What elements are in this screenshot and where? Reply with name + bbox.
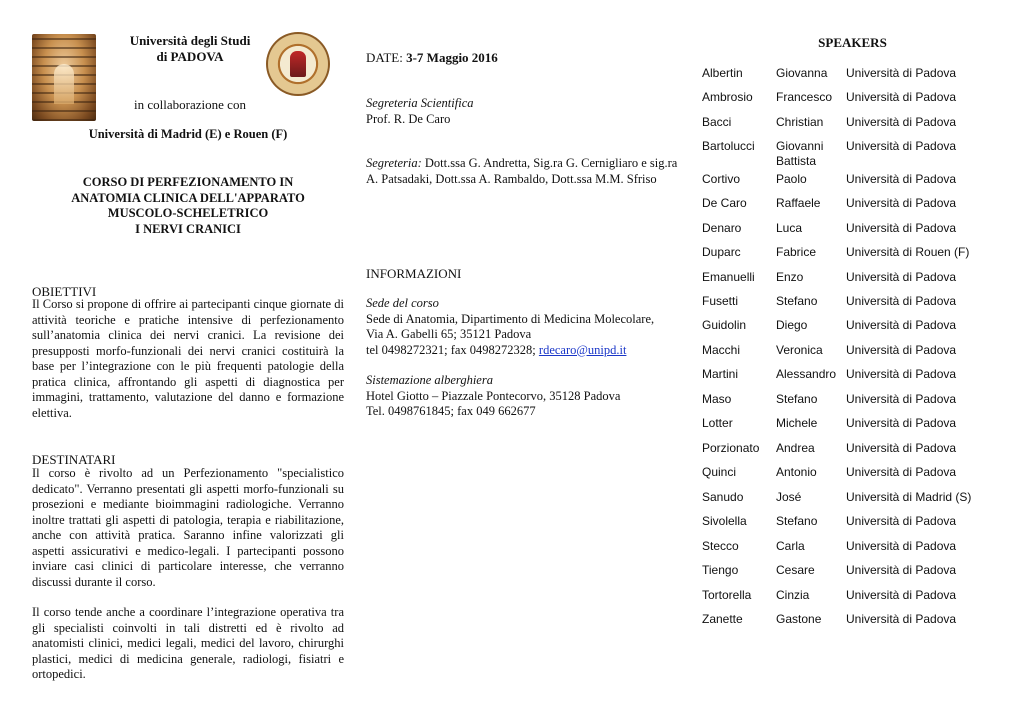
speaker-row (702, 343, 1002, 367)
speaker-name: Christian (776, 115, 824, 129)
speaker-row (702, 66, 1002, 90)
speaker-name: Giovanni Battista (776, 139, 824, 168)
course-date (366, 50, 678, 66)
sede-del-corso (366, 296, 678, 358)
speaker-name: Luca (776, 221, 803, 235)
sede-phone: tel 0498272321; fax 0498272328; (366, 342, 539, 357)
anatomical-theatre-image (32, 34, 96, 121)
segreteria (366, 156, 678, 187)
speaker-surname: Emanuelli (702, 270, 755, 284)
speaker-affiliation: Università di Padova (846, 343, 957, 357)
segreteria-value: Dott.ssa G. Andretta, Sig.ra G. Cernigliaro e sig.ra A. Patsadaki, Dott.ssa A. Rambaldo, Dott.ssa M.M. Sfriso (366, 156, 678, 186)
speaker-surname: Denaro (702, 221, 742, 235)
speaker-affiliation: Università di Padova (846, 66, 957, 80)
hotel-contacts: Tel. 0498761845; fax 049 662677 (366, 404, 536, 418)
destinatari-text-2: Il corso tende anche a coordinare l’integrazione operativa tra gli specialisti coinvolti in tali distretti ed è rivolto ad anatomisti clinici, medici legali, medici del lavoro, chirurghi plastici, medici di medicina generale, radiologi, fisiatri e ortopedici. (32, 605, 344, 681)
speaker-affiliation: Università di Padova (846, 90, 957, 104)
segreteria-scientifica-value: Prof. R. De Caro (366, 111, 451, 126)
speaker-name: Stefano (776, 294, 818, 308)
speaker-name: Veronica (776, 343, 823, 357)
obiettivi-text: Il Corso si propone di offrire ai partecipanti cinque giornate di attività teoriche e pratiche intensive di perfezionamento sull’anatomia clinica dei nervi cranici. La revisione dei presupposti morfo-funzionali dei nervi cranici costituirà la base per l’integrazione con le più frequenti patologie della pratica clinica, affrontando gli aspetti di diagnostica per immagini, trattamento, valutazione del danno e formazione elettiva. (32, 297, 344, 420)
speaker-name: Andrea (776, 441, 815, 455)
speaker-surname: Zanette (702, 612, 743, 626)
speaker-affiliation: Università di Padova (846, 588, 957, 602)
destinatari-text: Il corso è rivolto ad un Perfezionamento "specialistico dedicato". Verranno presentati gli aspetti morfo-funzionali su prosezioni e mediante bioimmagini radiologiche. Verranno inoltre trattati gli aspetti di patologia, terapia e riabilitazione, anche con attività pratica. Saranno infine valorizzati gli aspetti assicurativi e medico-legali. I partecipanti possono inviare casi clinici di particolare interesse, che verranno discussi durante il corso. (32, 466, 344, 589)
speaker-affiliation: Università di Padova (846, 539, 957, 553)
sistemazione-alberghiera (366, 373, 678, 420)
university-title (100, 33, 280, 65)
speaker-surname: Duparc (702, 245, 741, 259)
date-label: DATE: (366, 50, 407, 65)
speaker-surname: De Caro (702, 196, 747, 210)
email-link[interactable]: rdecaro@unipd.it (538, 342, 627, 357)
speaker-surname: Bacci (702, 115, 732, 129)
speaker-row (702, 514, 1002, 538)
speaker-surname: Ambrosio (702, 90, 753, 104)
speaker-affiliation: Università di Madrid (S) (846, 490, 972, 504)
speaker-row (702, 221, 1002, 245)
sede-address-line1: Sede di Anatomia, Dipartimento di Medicina Molecolare, (366, 311, 655, 326)
speaker-row (702, 612, 1002, 636)
sede-label: Sede del corso (366, 296, 439, 310)
speaker-name: Stefano (776, 514, 818, 528)
speaker-surname: Maso (702, 392, 732, 406)
speaker-surname: Guidolin (702, 318, 747, 332)
speaker-surname: Quinci (702, 465, 737, 479)
speakers-heading: SPEAKERS (818, 35, 887, 50)
speaker-surname: Fusetti (702, 294, 739, 308)
sede-address-line2: Via A. Gabelli 65; 35121 Padova (366, 327, 532, 341)
sistemazione-label: Sistemazione alberghiera (366, 373, 493, 387)
speaker-row (702, 90, 1002, 114)
speaker-affiliation: Università di Padova (846, 612, 957, 626)
speaker-affiliation: Università di Padova (846, 294, 957, 308)
sede-contacts (366, 343, 678, 359)
hotel-address: Hotel Giotto – Piazzale Pontecorvo, 35128 Padova (366, 388, 621, 403)
speaker-row (702, 139, 1002, 168)
speaker-affiliation: Università di Rouen (F) (846, 245, 970, 259)
speaker-affiliation: Università di Padova (846, 465, 957, 479)
speaker-name: Enzo (776, 270, 804, 284)
segreteria-scientifica-label: Segreteria Scientifica (366, 96, 474, 110)
partner-universities: Università di Madrid (E) e Rouen (F) (88, 127, 288, 141)
speaker-name: Alessandro (776, 367, 837, 381)
speaker-row (702, 588, 1002, 612)
speaker-affiliation: Università di Padova (846, 441, 957, 455)
speaker-row (702, 416, 1002, 440)
collaboration-text: in collaborazione con (134, 97, 246, 112)
speaker-affiliation: Università di Padova (846, 367, 957, 381)
speaker-surname: Macchi (702, 343, 741, 357)
speaker-affiliation: Università di Padova (846, 196, 957, 210)
obiettivi-heading: OBIETTIVI (32, 284, 97, 299)
speaker-row (702, 441, 1002, 465)
speaker-affiliation: Università di Padova (846, 392, 957, 406)
speaker-name: Stefano (776, 392, 818, 406)
university-title-line1: Università degli Studi (129, 33, 251, 48)
speaker-row (702, 115, 1002, 139)
speaker-name: Fabrice (776, 245, 817, 259)
speaker-surname: Lotter (702, 416, 733, 430)
speaker-row (702, 172, 1002, 196)
speaker-surname: Cortivo (702, 172, 741, 186)
speaker-surname: Bartolucci (702, 139, 755, 153)
speaker-row (702, 294, 1002, 318)
speaker-row (702, 318, 1002, 342)
course-title: CORSO DI PERFEZIONAMENTO IN ANATOMIA CLINICA DELL'APPARATO MUSCOLO-SCHELETRICO I NERVI CRANICI (71, 175, 305, 236)
speaker-affiliation: Università di Padova (846, 139, 957, 153)
speaker-name: Cesare (776, 563, 815, 577)
speaker-affiliation: Università di Padova (846, 318, 957, 332)
speaker-row (702, 392, 1002, 416)
speaker-surname: Martini (702, 367, 739, 381)
university-title-line2: di PADOVA (156, 49, 224, 64)
speaker-name: Gastone (776, 612, 822, 626)
speaker-surname: Porzionato (702, 441, 760, 455)
speaker-row (702, 539, 1002, 563)
speaker-surname: Tortorella (702, 588, 752, 602)
date-value: 3-7 Maggio 2016 (406, 50, 498, 65)
speaker-affiliation: Università di Padova (846, 115, 957, 129)
speaker-surname: Stecco (702, 539, 739, 553)
speaker-name: Michele (776, 416, 818, 430)
destinatari-heading: DESTINATARI (32, 452, 116, 467)
speaker-row (702, 196, 1002, 220)
speaker-name: Paolo (776, 172, 807, 186)
speaker-row (702, 465, 1002, 489)
speaker-affiliation: Università di Padova (846, 221, 957, 235)
speaker-name: Francesco (776, 90, 833, 104)
informazioni-heading: INFORMAZIONI (366, 266, 462, 281)
segreteria-label: Segreteria: (366, 156, 422, 170)
speaker-surname: Tiengo (702, 563, 739, 577)
speaker-row (702, 270, 1002, 294)
speaker-affiliation: Università di Padova (846, 270, 957, 284)
segreteria-scientifica (366, 96, 678, 127)
speaker-name: José (776, 490, 802, 504)
speaker-surname: Albertin (702, 66, 743, 80)
speaker-row (702, 563, 1002, 587)
speaker-affiliation: Università di Padova (846, 514, 957, 528)
speaker-name: Antonio (776, 465, 817, 479)
speaker-row (702, 490, 1002, 514)
speaker-surname: Sivolella (702, 514, 747, 528)
speaker-name: Diego (776, 318, 808, 332)
speaker-name: Cinzia (776, 588, 810, 602)
speaker-name: Giovanna (776, 66, 828, 80)
speaker-name: Raffaele (776, 196, 821, 210)
speaker-name: Carla (776, 539, 805, 553)
speaker-row (702, 367, 1002, 391)
speaker-row (702, 245, 1002, 269)
speaker-affiliation: Università di Padova (846, 416, 957, 430)
speaker-affiliation: Università di Padova (846, 563, 957, 577)
speaker-surname: Sanudo (702, 490, 744, 504)
speaker-affiliation: Università di Padova (846, 172, 957, 186)
